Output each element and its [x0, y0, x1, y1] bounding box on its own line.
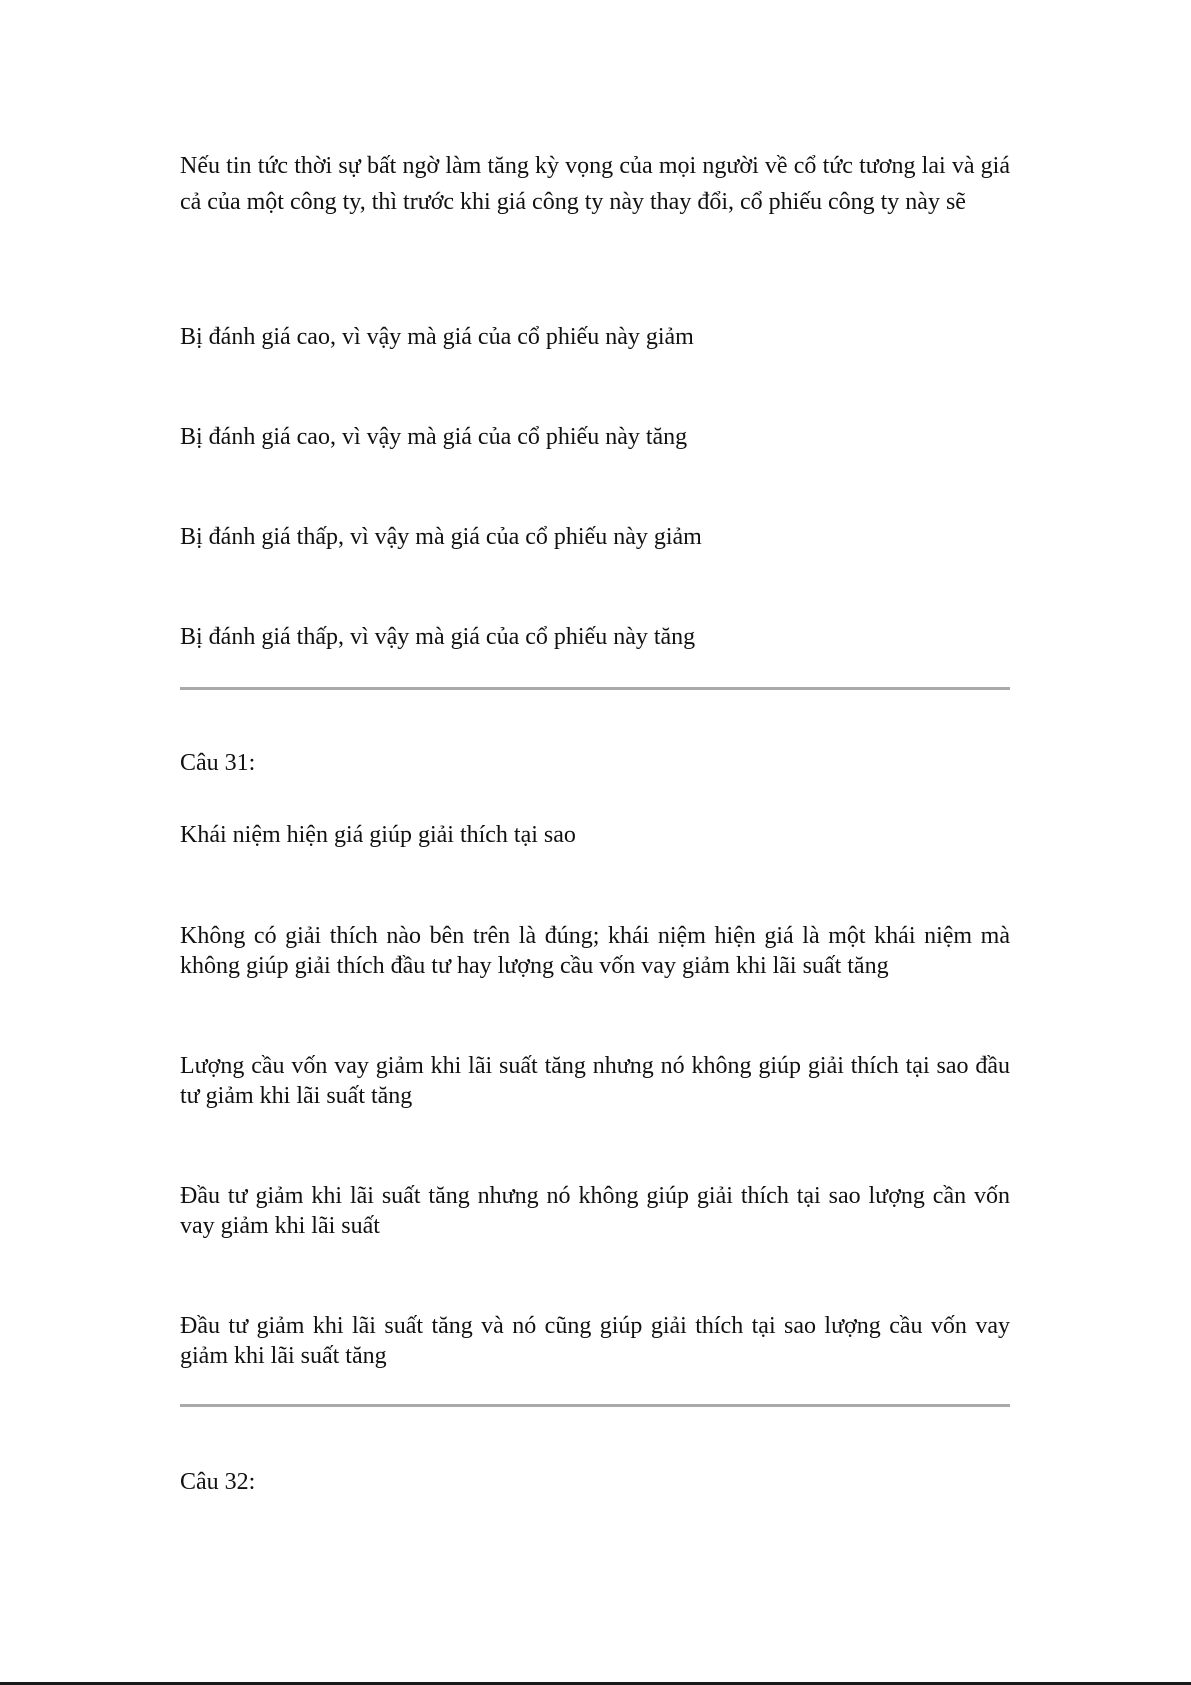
question-31-option-4: Đầu tư giảm khi lãi suất tăng và nó cũng giúp giải thích tại sao lượng cầu vốn vay giảm khi lãi suất tăng: [180, 1313, 1010, 1369]
question-31-text: Khái niệm hiện giá giúp giải thích tại sao: [180, 822, 576, 848]
question-31-option-2: Lượng cầu vốn vay giảm khi lãi suất tăng nhưng nó không giúp giải thích tại sao đầu tư giảm khi lãi suất tăng: [180, 1053, 1010, 1109]
question-30-text: Nếu tin tức thời sự bất ngờ làm tăng kỳ vọng của mọi người về cổ tức tương lai và giá cả của một công ty, thì trước khi giá công ty này thay đổi, cổ phiếu công ty này sẽ: [180, 153, 1010, 215]
question-divider: [180, 1404, 1010, 1407]
question-30-option-2: Bị đánh giá cao, vì vậy mà giá của cổ phiếu này tăng: [180, 424, 688, 450]
question-divider: [180, 687, 1010, 690]
question-32-heading: Câu 32:: [180, 1469, 256, 1495]
question-30-option-1: Bị đánh giá cao, vì vậy mà giá của cổ phiếu này giảm: [180, 324, 694, 350]
question-31-heading: Câu 31:: [180, 750, 256, 776]
question-31-option-3: Đầu tư giảm khi lãi suất tăng nhưng nó không giúp giải thích tại sao lượng cần vốn vay giảm khi lãi suất: [180, 1183, 1010, 1239]
question-30-option-4: Bị đánh giá thấp, vì vậy mà giá của cổ phiếu này tăng: [180, 624, 696, 650]
question-30-option-3: Bị đánh giá thấp, vì vậy mà giá của cổ phiếu này giảm: [180, 524, 702, 550]
question-31-option-1: Không có giải thích nào bên trên là đúng; khái niệm hiện giá là một khái niệm mà không giúp giải thích đầu tư hay lượng cầu vốn vay giảm khi lãi suất tăng: [180, 923, 1010, 979]
